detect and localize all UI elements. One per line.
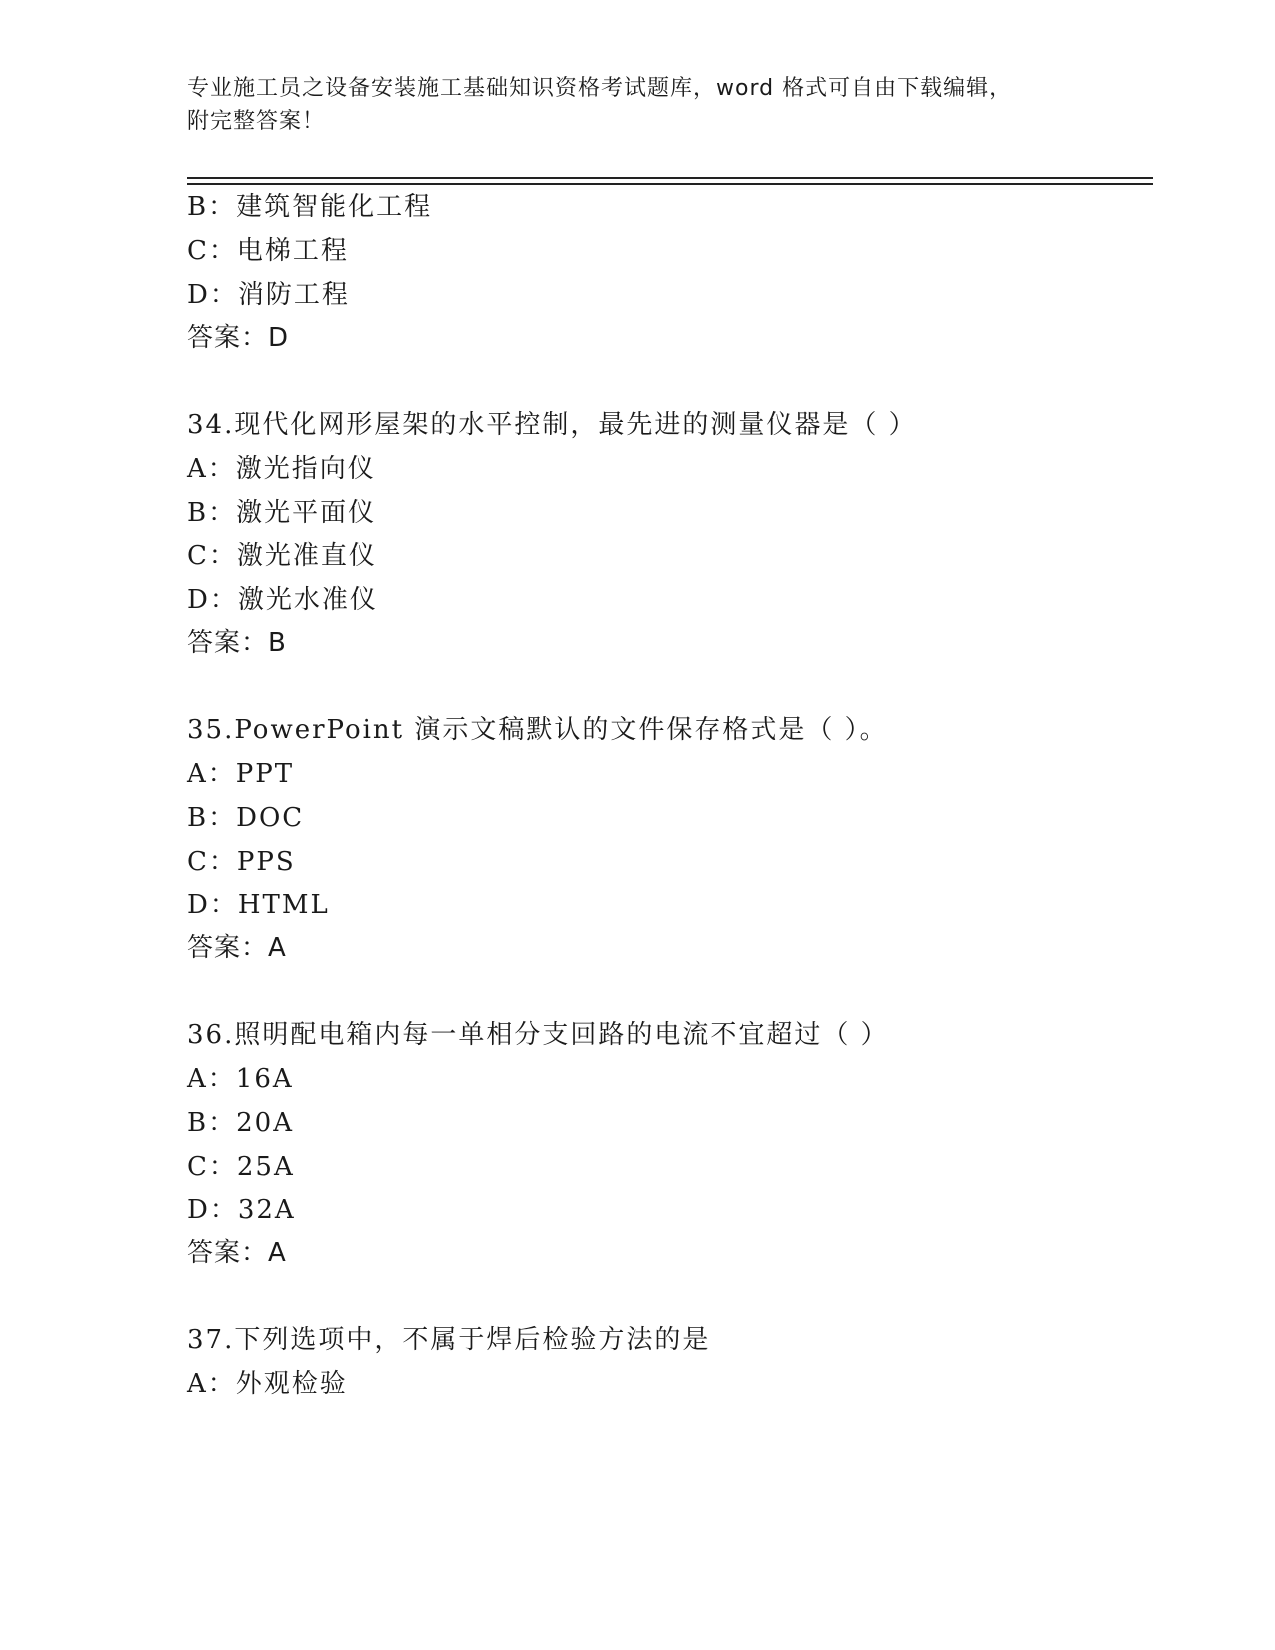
option-d: D：消防工程 — [187, 280, 350, 310]
option-a: A：PPT — [187, 759, 295, 789]
option-a: A：16A — [187, 1064, 294, 1094]
option-c: C：激光准直仪 — [187, 541, 377, 571]
option-a: A：激光指向仪 — [187, 454, 376, 484]
header-divider-bottom — [187, 183, 1153, 185]
question-stem: 35.PowerPoint 演示文稿默认的文件保存格式是（ ）。 — [187, 715, 888, 745]
answer-line: 答案：D — [187, 323, 290, 353]
question-stem: 36.照明配电箱内每一单相分支回路的电流不宜超过（ ） — [187, 1020, 889, 1050]
option-b: B：20A — [187, 1108, 294, 1138]
answer-line: 答案：A — [187, 933, 287, 963]
option-c: C：25A — [187, 1152, 295, 1182]
header-line-2: 附完整答案！ — [187, 109, 326, 134]
header-divider-top — [187, 177, 1153, 179]
option-b: B：建筑智能化工程 — [187, 192, 433, 222]
answer-line: 答案：A — [187, 1238, 287, 1268]
option-b: B：DOC — [187, 803, 305, 833]
question-stem: 37.下列选项中，不属于焊后检验方法的是 — [187, 1325, 711, 1355]
option-a: A：外观检验 — [187, 1369, 348, 1399]
answer-line: 答案：B — [187, 628, 287, 658]
header-line-1: 专业施工员之设备安装施工基础知识资格考试题库，word 格式可自由下载编辑， — [187, 76, 1013, 101]
option-c: C：电梯工程 — [187, 236, 349, 266]
document-header — [187, 72, 1087, 138]
option-d: D：激光水准仪 — [187, 585, 378, 615]
option-c: C：PPS — [187, 847, 296, 877]
option-d: D：HTML — [187, 890, 330, 920]
question-stem: 34.现代化网形屋架的水平控制，最先进的测量仪器是（ ） — [187, 410, 917, 440]
option-d: D：32A — [187, 1195, 296, 1225]
option-b: B：激光平面仪 — [187, 498, 377, 528]
